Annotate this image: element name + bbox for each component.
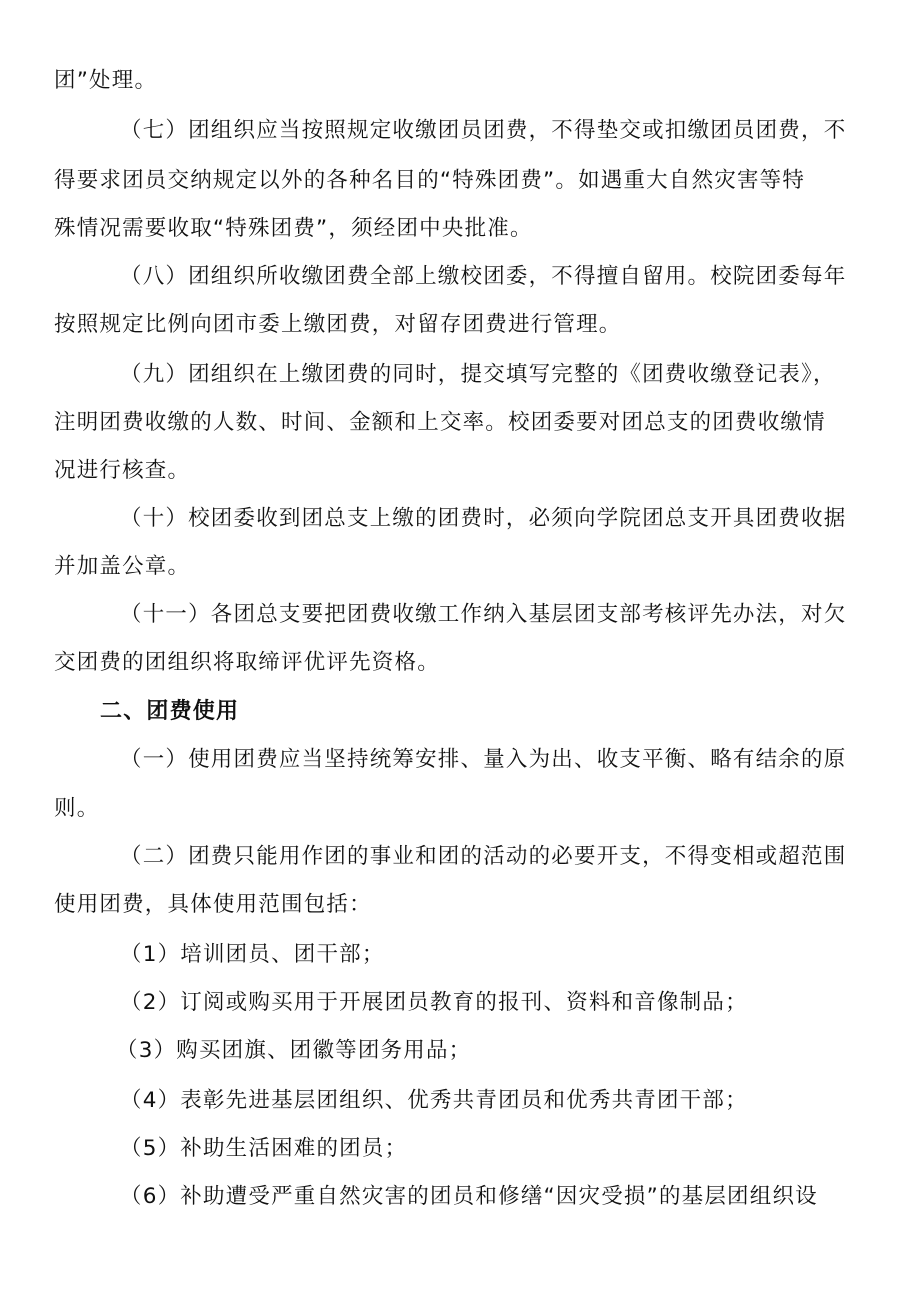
list-item: （6）补助遭受严重自然灾害的团员和修缮“因灾受损”的基层团组织设: [120, 1184, 818, 1209]
paragraph-seven: （七）团组织应当按照规定收缴团员团费，不得垫交或扣缴团员团费，不: [120, 118, 847, 143]
paragraph-nine: （九）团组织在上缴团费的同时，提交填写完整的《团费收缴登记表》，: [120, 362, 836, 387]
text-line: 按照规定比例向团市委上缴团费，对留存团费进行管理。: [54, 312, 622, 337]
text-line: 况进行核查。: [54, 458, 191, 483]
text-line: 则。: [54, 796, 100, 821]
text-line: 团”处理。: [54, 68, 158, 93]
list-item: （5）补助生活困难的团员；: [120, 1136, 408, 1161]
paragraph-one: （一）使用团费应当坚持统筹安排、量入为出、收支平衡、略有结余的原: [120, 747, 847, 772]
text-line: 使用团费，具体使用范围包括：: [54, 892, 372, 917]
text-line: 并加盖公章。: [54, 554, 191, 579]
list-item: （1）培训团员、团干部；: [120, 942, 385, 967]
paragraph-eight: （八）团组织所收缴团费全部上缴校团委，不得擅自留用。校院团委每年: [120, 264, 847, 289]
text-line: 注明团费收缴的人数、时间、金额和上交率。校团委要对团总支的团费收缴情: [54, 410, 826, 435]
text-line: 殊情况需要收取“特殊团费”，须经团中央批准。: [54, 216, 533, 241]
text-line: 交团费的团组织将取缔评优评先资格。: [54, 650, 440, 675]
list-item: （2）订阅或购买用于开展团员教育的报刊、资料和音像制品；: [120, 990, 748, 1015]
paragraph-ten: （十）校团委收到团总支上缴的团费时，必须向学院团总支开具团费收据: [120, 506, 847, 531]
list-item: （4）表彰先进基层团组织、优秀共青团员和优秀共青团干部；: [120, 1088, 748, 1113]
text-line: 得要求团员交纳规定以外的各种名目的“特殊团费”。如遇重大自然灾害等特: [54, 168, 806, 193]
paragraph-two: （二）团费只能用作团的事业和团的活动的必要开支，不得变相或超范围: [120, 844, 847, 869]
list-item: （3）购买团旗、团徽等团务用品；: [116, 1038, 472, 1063]
paragraph-eleven: （十一）各团总支要把团费收缴工作纳入基层团支部考核评先办法，对欠: [120, 602, 847, 627]
section-heading: 二、团费使用: [100, 699, 240, 724]
